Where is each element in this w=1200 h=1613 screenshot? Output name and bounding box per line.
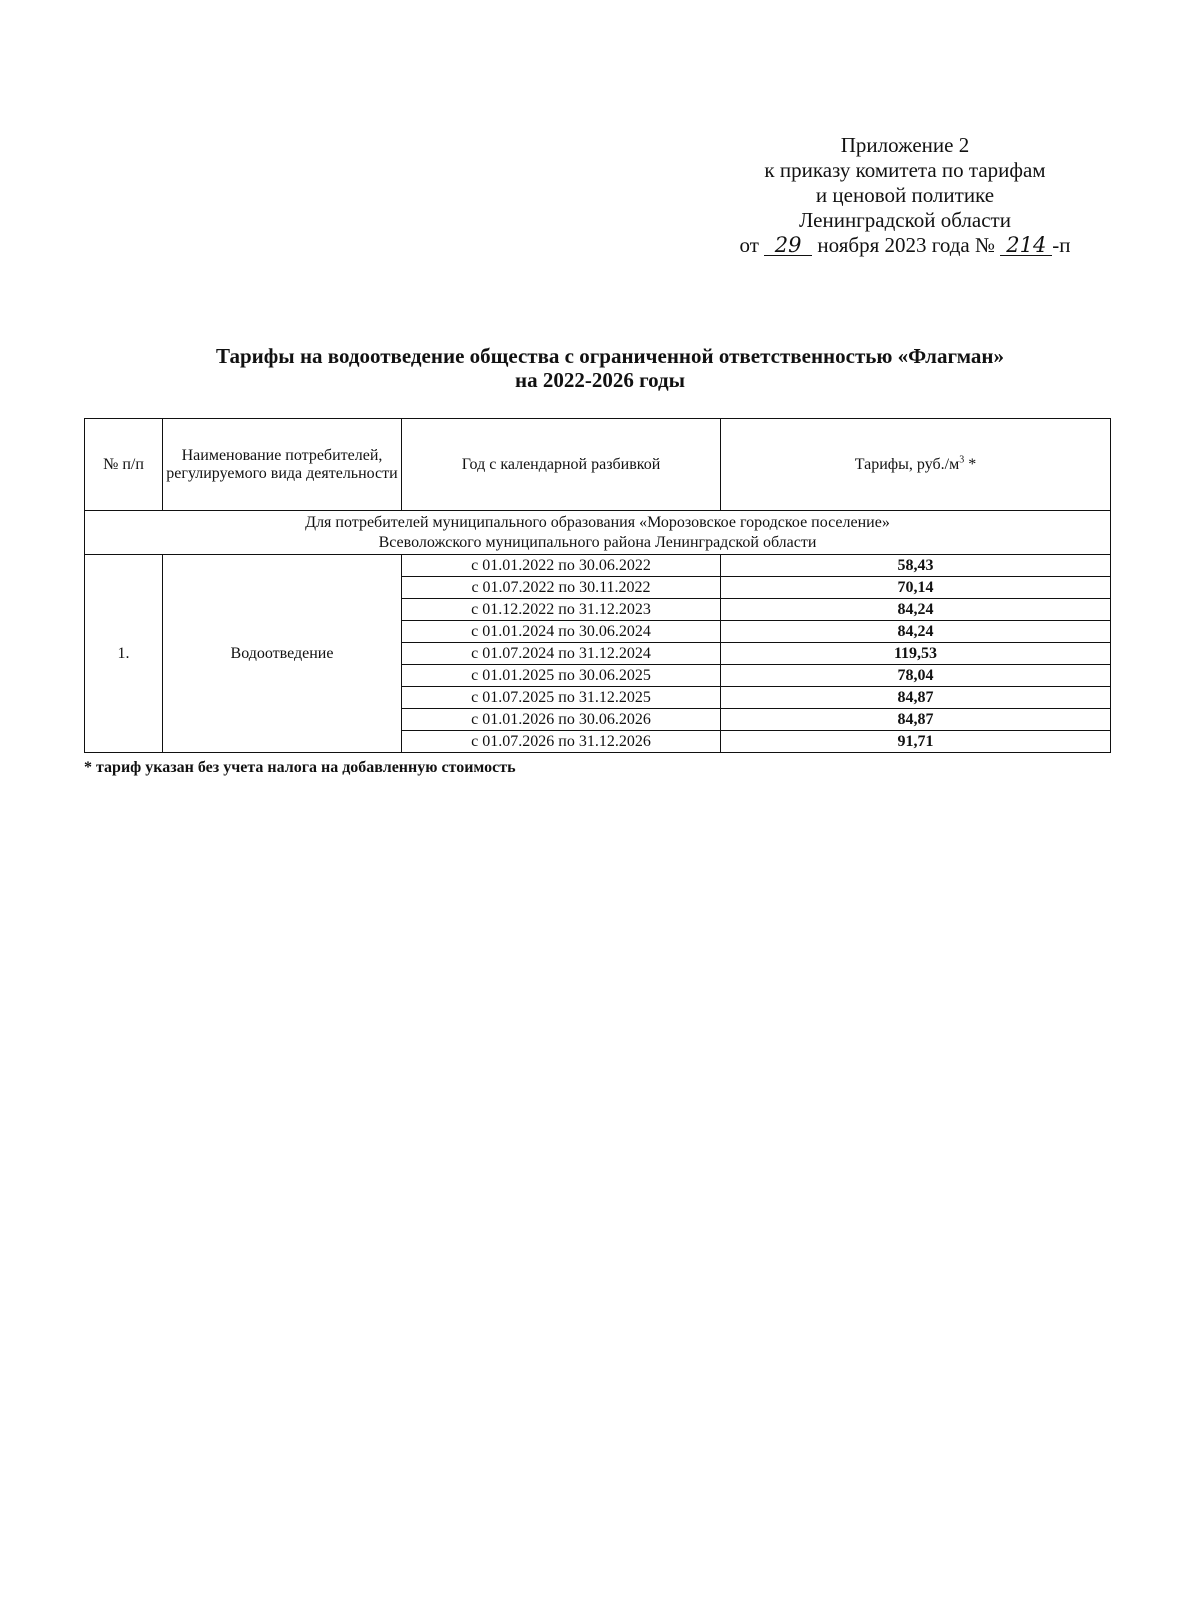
period-cell: с 01.01.2025 по 30.06.2025 — [402, 665, 721, 687]
tariff-cell: 78,04 — [721, 665, 1111, 687]
period-cell: с 01.07.2022 по 30.11.2022 — [402, 577, 721, 599]
period-cell: с 01.07.2024 по 31.12.2024 — [402, 643, 721, 665]
group-line-2: Всеволожского муниципального района Ленинградской области — [378, 533, 817, 551]
table-row — [85, 555, 1111, 577]
item-number: 1. — [85, 555, 163, 753]
table-header-row — [85, 419, 1111, 511]
tariff-cell: 84,24 — [721, 621, 1111, 643]
tariff-table — [84, 418, 1111, 753]
title-line-2: на 2022-2026 годы — [514, 368, 686, 392]
group-cell — [85, 511, 1111, 555]
item-name: Водоотведение — [163, 555, 402, 753]
handwritten-order-number: 214 — [1000, 235, 1052, 256]
order-suffix: -п — [1052, 233, 1071, 257]
appendix-date-line — [700, 233, 1110, 258]
tariff-cell: 58,43 — [721, 555, 1111, 577]
period-cell: с 01.01.2024 по 30.06.2024 — [402, 621, 721, 643]
title-line-1: Тарифы на водоотведение общества с ограниченной ответственностью «Флагман» — [216, 344, 1004, 368]
tariff-cell: 84,87 — [721, 709, 1111, 731]
tariff-cell: 91,71 — [721, 731, 1111, 753]
appendix-line-1: Приложение 2 — [840, 133, 970, 157]
period-cell: с 01.12.2022 по 31.12.2023 — [402, 599, 721, 621]
date-middle: ноября 2023 года № — [817, 233, 996, 257]
group-line-1: Для потребителей муниципального образования «Морозовское городское поселение» — [305, 513, 890, 531]
appendix-block — [700, 133, 1110, 258]
appendix-line-2: к приказу комитета по тарифам — [764, 158, 1046, 182]
header-tariff-mark: * — [964, 455, 977, 473]
document-title — [0, 344, 1200, 392]
handwritten-day: 29 — [764, 235, 812, 256]
period-cell: с 01.01.2022 по 30.06.2022 — [402, 555, 721, 577]
header-name: Наименование потребителей, регулируемого вида деятельности — [163, 419, 402, 511]
appendix-line-3: и ценовой политике — [815, 183, 995, 207]
header-tariff — [721, 419, 1111, 511]
appendix-line-4: Ленинградской области — [799, 208, 1011, 232]
tariff-cell: 84,87 — [721, 687, 1111, 709]
tariff-cell: 119,53 — [721, 643, 1111, 665]
tariff-cell: 84,24 — [721, 599, 1111, 621]
date-prefix: от — [739, 233, 759, 257]
period-cell: с 01.07.2025 по 31.12.2025 — [402, 687, 721, 709]
group-row — [85, 511, 1111, 555]
tariff-cell: 70,14 — [721, 577, 1111, 599]
period-cell: с 01.07.2026 по 31.12.2026 — [402, 731, 721, 753]
header-tariff-label: Тарифы, руб./м — [854, 455, 960, 473]
header-period: Год с календарной разбивкой — [402, 419, 721, 511]
header-tariff-superscript: 3 — [959, 454, 965, 466]
period-cell: с 01.01.2026 по 30.06.2026 — [402, 709, 721, 731]
header-number: № п/п — [85, 419, 163, 511]
footnote: * тариф указан без учета налога на добавленную стоимость — [84, 759, 516, 776]
